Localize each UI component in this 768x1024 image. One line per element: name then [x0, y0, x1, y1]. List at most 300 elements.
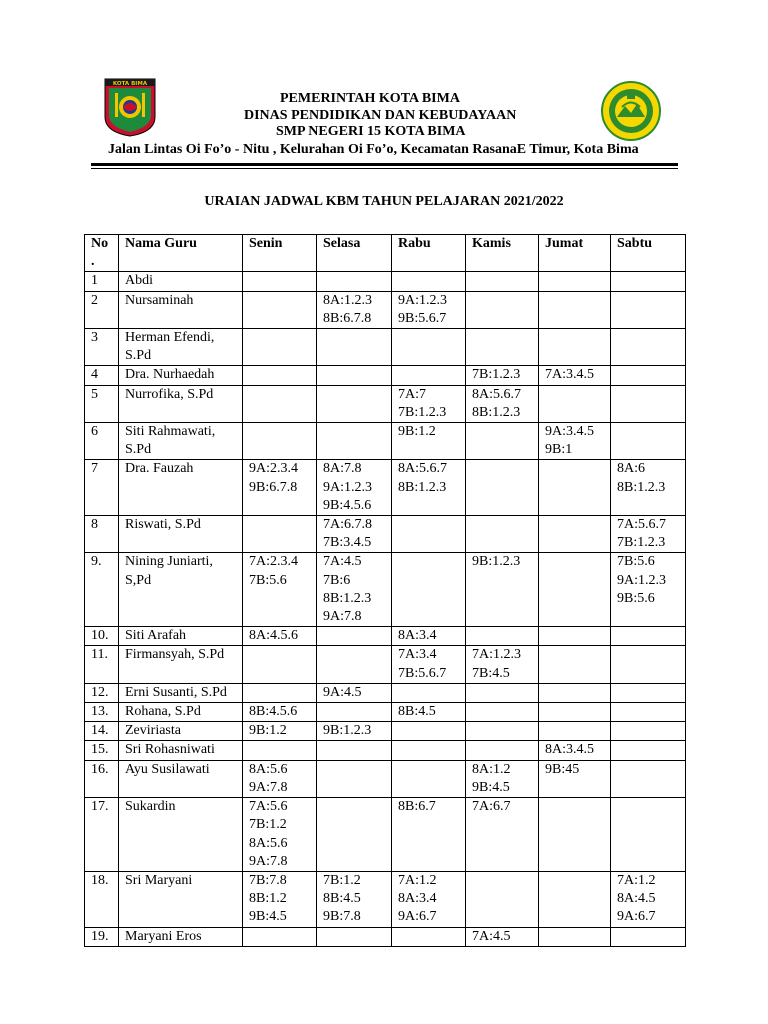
- cell-sabtu: [611, 516, 686, 553]
- cell-line: 12.: [91, 684, 109, 700]
- table-row: [85, 291, 686, 328]
- cell-selasa: [317, 741, 392, 760]
- cell-jumat: [539, 760, 611, 797]
- cell-rabu: [392, 798, 466, 872]
- cell-senin: [243, 553, 317, 627]
- cell-sabtu: [611, 423, 686, 460]
- cell-kamis: [466, 516, 539, 553]
- cell-nama-guru: [119, 460, 243, 516]
- cell-rabu: [392, 329, 466, 366]
- cell-line: 9A:4.5: [323, 684, 362, 700]
- cell-line: 9B:1: [545, 442, 573, 458]
- cell-line: 8B:1.2.3: [398, 479, 447, 495]
- cell-no: [85, 516, 119, 553]
- cell-nama-guru: [119, 741, 243, 760]
- cell-selasa: [317, 760, 392, 797]
- cell-senin: [243, 627, 317, 646]
- cell-line: 9B:45: [545, 761, 580, 777]
- cell-line: 9A:2.3.4: [249, 461, 298, 477]
- cell-line: 8B:4.5: [398, 704, 436, 720]
- table-row: [85, 423, 686, 460]
- cell-line: 7B:4.5: [472, 665, 510, 681]
- cell-line: 9A:1.2.3: [323, 479, 372, 495]
- cell-line: Dra. Nurhaedah: [125, 367, 215, 383]
- cell-jumat: [539, 683, 611, 702]
- cell-no: [85, 366, 119, 385]
- cell-selasa: [317, 683, 392, 702]
- cell-line: 7A:2.3.4: [249, 554, 298, 570]
- cell-line: 9B:1.2: [398, 424, 436, 440]
- cell-kamis: [466, 703, 539, 722]
- cell-line: 2: [91, 292, 98, 308]
- cell-rabu: [392, 646, 466, 683]
- cell-no: [85, 722, 119, 741]
- cell-sabtu: [611, 722, 686, 741]
- cell-selasa: [317, 291, 392, 328]
- cell-line: 7A:6.7.8: [323, 517, 372, 533]
- cell-senin: [243, 329, 317, 366]
- cell-selasa: [317, 272, 392, 291]
- cell-no: [85, 272, 119, 291]
- cell-nama-guru: [119, 385, 243, 422]
- table-row: [85, 927, 686, 946]
- cell-sabtu: [611, 460, 686, 516]
- cell-line: 8A:5.6.7: [472, 386, 521, 402]
- cell-senin: [243, 366, 317, 385]
- cell-nama-guru: [119, 760, 243, 797]
- cell-selasa: [317, 423, 392, 460]
- cell-line: 4: [91, 367, 98, 383]
- column-header-senin: [243, 235, 317, 272]
- cell-kamis: [466, 741, 539, 760]
- cell-line: 7B:1.2.3: [617, 535, 666, 551]
- cell-senin: [243, 272, 317, 291]
- cell-line: Maryani Eros: [125, 928, 202, 944]
- cell-kamis: [466, 272, 539, 291]
- cell-senin: [243, 646, 317, 683]
- cell-line: 7A:3.4.5: [545, 367, 594, 383]
- cell-line: 9A:3.4.5: [545, 424, 594, 440]
- cell-kamis: [466, 798, 539, 872]
- cell-line: Riswati, S.Pd: [125, 517, 201, 533]
- cell-senin: [243, 703, 317, 722]
- cell-nama-guru: [119, 646, 243, 683]
- cell-line: 7B:1.2.3: [398, 404, 447, 420]
- cell-kamis: [466, 385, 539, 422]
- cell-line: 9A:7.8: [249, 853, 288, 869]
- cell-line: 19.: [91, 928, 109, 944]
- cell-selasa: [317, 366, 392, 385]
- cell-line: Zeviriasta: [125, 723, 181, 739]
- cell-jumat: [539, 291, 611, 328]
- cell-line: 7B:3.4.5: [323, 535, 372, 551]
- cell-sabtu: [611, 366, 686, 385]
- cell-line: 5: [91, 386, 98, 402]
- cell-sabtu: [611, 741, 686, 760]
- cell-line: 15.: [91, 742, 109, 758]
- letterhead-address: Jalan Lintas Oi Fo’o - Nitu , Kelurahan Oi Fo’o, Kecamatan RasanaE Timur, Kota Bima: [108, 142, 639, 157]
- cell-no: [85, 927, 119, 946]
- cell-line: 8A:5.6: [249, 835, 288, 851]
- table-row: [85, 760, 686, 797]
- cell-rabu: [392, 760, 466, 797]
- cell-nama-guru: [119, 798, 243, 872]
- cell-rabu: [392, 722, 466, 741]
- document-title: URAIAN JADWAL KBM TAHUN PELAJARAN 2021/2022: [204, 194, 564, 209]
- cell-line: 18.: [91, 872, 109, 888]
- cell-line: 7B:5.6.7: [398, 665, 447, 681]
- cell-nama-guru: [119, 329, 243, 366]
- cell-line: Selasa: [323, 236, 361, 251]
- cell-jumat: [539, 385, 611, 422]
- cell-line: 17.: [91, 799, 109, 815]
- cell-nama-guru: [119, 516, 243, 553]
- cell-nama-guru: [119, 927, 243, 946]
- cell-line: 7A:5.6: [249, 799, 288, 815]
- cell-nama-guru: [119, 703, 243, 722]
- cell-line: Nurrofika, S.Pd: [125, 386, 214, 402]
- cell-jumat: [539, 646, 611, 683]
- cell-line: Herman Efendi,: [125, 330, 215, 346]
- cell-nama-guru: [119, 553, 243, 627]
- cell-no: [85, 329, 119, 366]
- cell-selasa: [317, 703, 392, 722]
- table-row: [85, 460, 686, 516]
- cell-line: 9A:7.8: [249, 779, 288, 795]
- cell-sabtu: [611, 760, 686, 797]
- cell-rabu: [392, 741, 466, 760]
- table-header-row: [85, 235, 686, 272]
- cell-line: 7B:5.6: [617, 554, 655, 570]
- cell-rabu: [392, 366, 466, 385]
- cell-jumat: [539, 722, 611, 741]
- cell-rabu: [392, 871, 466, 927]
- table-row: [85, 683, 686, 702]
- cell-line: 9B:5.6.7: [398, 310, 447, 326]
- letterhead-government: PEMERINTAH KOTA BIMA: [280, 91, 460, 106]
- cell-jumat: [539, 329, 611, 366]
- cell-senin: [243, 927, 317, 946]
- cell-line: 1: [91, 273, 98, 289]
- cell-line: 7A:7: [398, 386, 426, 402]
- cell-line: 7A:1.2: [617, 872, 656, 888]
- cell-selasa: [317, 385, 392, 422]
- cell-line: .: [91, 254, 95, 270]
- cell-line: 8A:4.5: [617, 891, 656, 907]
- cell-jumat: [539, 927, 611, 946]
- cell-sabtu: [611, 272, 686, 291]
- cell-jumat: [539, 703, 611, 722]
- cell-sabtu: [611, 871, 686, 927]
- cell-sabtu: [611, 703, 686, 722]
- cell-line: 8A:6: [617, 461, 645, 477]
- cell-kamis: [466, 291, 539, 328]
- cell-line: 9B:4.5.6: [323, 497, 372, 513]
- cell-nama-guru: [119, 627, 243, 646]
- column-header-rabu: [392, 235, 466, 272]
- table-row: [85, 703, 686, 722]
- letterhead-department: DINAS PENDIDIKAN DAN KEBUDAYAAN: [244, 108, 517, 123]
- cell-line: Senin: [249, 236, 283, 251]
- cell-line: Sri Rohasniwati: [125, 742, 215, 758]
- cell-line: S.Pd: [125, 442, 152, 458]
- cell-no: [85, 553, 119, 627]
- cell-line: Rohana, S.Pd: [125, 704, 201, 720]
- cell-senin: [243, 516, 317, 553]
- cell-sabtu: [611, 329, 686, 366]
- cell-sabtu: [611, 927, 686, 946]
- cell-line: 7A:4.5: [323, 554, 362, 570]
- cell-line: 10.: [91, 628, 109, 644]
- table-row: [85, 272, 686, 291]
- cell-line: 7: [91, 461, 98, 477]
- cell-selasa: [317, 627, 392, 646]
- cell-line: 3: [91, 330, 98, 346]
- cell-sabtu: [611, 385, 686, 422]
- cell-jumat: [539, 460, 611, 516]
- cell-selasa: [317, 798, 392, 872]
- cell-nama-guru: [119, 722, 243, 741]
- cell-senin: [243, 741, 317, 760]
- cell-line: 7A:1.2.3: [472, 647, 521, 663]
- cell-nama-guru: [119, 272, 243, 291]
- cell-nama-guru: [119, 423, 243, 460]
- column-header-sabtu: [611, 235, 686, 272]
- table-row: [85, 627, 686, 646]
- table-row: [85, 871, 686, 927]
- column-header-nama-guru: [119, 235, 243, 272]
- cell-senin: [243, 760, 317, 797]
- cell-senin: [243, 291, 317, 328]
- cell-rabu: [392, 553, 466, 627]
- letterhead-school: SMP NEGERI 15 KOTA BIMA: [276, 124, 466, 139]
- cell-line: 8: [91, 517, 98, 533]
- table-row: [85, 741, 686, 760]
- cell-no: [85, 627, 119, 646]
- cell-line: Erni Susanti, S.Pd: [125, 684, 227, 700]
- column-header-jumat: [539, 235, 611, 272]
- cell-no: [85, 798, 119, 872]
- cell-line: Firmansyah, S.Pd: [125, 647, 225, 663]
- school-logo: [600, 80, 662, 142]
- cell-line: 7B:6: [323, 572, 351, 588]
- cell-senin: [243, 385, 317, 422]
- cell-kamis: [466, 423, 539, 460]
- cell-rabu: [392, 703, 466, 722]
- cell-no: [85, 683, 119, 702]
- letterhead-divider-thin: [91, 168, 678, 169]
- cell-kamis: [466, 760, 539, 797]
- cell-rabu: [392, 627, 466, 646]
- cell-rabu: [392, 385, 466, 422]
- table-row: [85, 646, 686, 683]
- cell-line: No: [91, 236, 109, 251]
- cell-line: 9B:1.2.3: [472, 554, 521, 570]
- cell-line: 9A:6.7: [617, 909, 656, 925]
- cell-selasa: [317, 516, 392, 553]
- cell-rabu: [392, 927, 466, 946]
- cell-line: 7A:4.5: [472, 928, 511, 944]
- cell-senin: [243, 798, 317, 872]
- cell-no: [85, 741, 119, 760]
- cell-no: [85, 646, 119, 683]
- cell-line: 8B:4.5.6: [249, 704, 298, 720]
- cell-rabu: [392, 460, 466, 516]
- cell-jumat: [539, 272, 611, 291]
- kota-bima-logo: [103, 77, 157, 137]
- cell-line: 8B:6.7.8: [323, 310, 372, 326]
- cell-line: 7A:5.6.7: [617, 517, 666, 533]
- cell-nama-guru: [119, 683, 243, 702]
- cell-line: 9B:4.5: [249, 909, 287, 925]
- cell-kamis: [466, 553, 539, 627]
- cell-line: 6: [91, 424, 98, 440]
- cell-line: 9A:7.8: [323, 609, 362, 625]
- cell-line: 9B:5.6: [617, 590, 655, 606]
- cell-selasa: [317, 646, 392, 683]
- schedule-table: [84, 234, 686, 947]
- cell-kamis: [466, 329, 539, 366]
- cell-no: [85, 423, 119, 460]
- cell-line: Kamis: [472, 236, 511, 251]
- cell-line: 7B:1.2: [249, 817, 287, 833]
- cell-line: 9A:1.2.3: [398, 292, 447, 308]
- cell-senin: [243, 722, 317, 741]
- cell-senin: [243, 683, 317, 702]
- cell-line: 8A:5.6.7: [398, 461, 447, 477]
- cell-line: 8B:1.2.3: [323, 590, 372, 606]
- cell-line: 8A:4.5.6: [249, 628, 298, 644]
- cell-line: 9A:1.2.3: [617, 572, 666, 588]
- cell-line: 7B:1.2: [323, 872, 361, 888]
- cell-line: Abdi: [125, 273, 153, 289]
- cell-line: 11.: [91, 647, 108, 663]
- cell-sabtu: [611, 646, 686, 683]
- cell-line: Dra. Fauzah: [125, 461, 194, 477]
- cell-selasa: [317, 460, 392, 516]
- cell-sabtu: [611, 627, 686, 646]
- cell-line: 8A:3.4: [398, 891, 437, 907]
- table-body: [85, 272, 686, 946]
- cell-line: 7B:7.8: [249, 872, 287, 888]
- cell-sabtu: [611, 798, 686, 872]
- cell-no: [85, 871, 119, 927]
- cell-no: [85, 385, 119, 422]
- cell-line: 9A:6.7: [398, 909, 437, 925]
- cell-line: 13.: [91, 704, 109, 720]
- cell-jumat: [539, 798, 611, 872]
- cell-line: 7A:6.7: [472, 799, 511, 815]
- cell-line: 9B:7.8: [323, 909, 361, 925]
- svg-text:KOTA BIMA: KOTA BIMA: [112, 81, 148, 87]
- cell-line: Nama Guru: [125, 236, 197, 251]
- cell-line: 8A:5.6: [249, 761, 288, 777]
- table-row: [85, 516, 686, 553]
- cell-line: 7A:1.2: [398, 872, 437, 888]
- table-row: [85, 798, 686, 872]
- cell-line: Sabtu: [617, 236, 653, 251]
- cell-line: 9B:4.5: [472, 779, 510, 795]
- cell-line: 8A:3.4: [398, 628, 437, 644]
- cell-line: 8A:1.2: [472, 761, 511, 777]
- cell-rabu: [392, 683, 466, 702]
- cell-line: 7A:3.4: [398, 647, 437, 663]
- cell-line: Siti Arafah: [125, 628, 187, 644]
- cell-senin: [243, 871, 317, 927]
- cell-nama-guru: [119, 871, 243, 927]
- cell-line: 16.: [91, 761, 109, 777]
- cell-line: 9.: [91, 554, 102, 570]
- cell-jumat: [539, 516, 611, 553]
- cell-line: Sri Maryani: [125, 872, 193, 888]
- cell-line: 14.: [91, 723, 109, 739]
- cell-line: 9B:1.2.3: [323, 723, 372, 739]
- cell-selasa: [317, 722, 392, 741]
- cell-kamis: [466, 927, 539, 946]
- table-row: [85, 329, 686, 366]
- cell-rabu: [392, 423, 466, 460]
- cell-no: [85, 703, 119, 722]
- cell-rabu: [392, 516, 466, 553]
- cell-line: 8B:1.2: [249, 891, 287, 907]
- cell-rabu: [392, 291, 466, 328]
- cell-line: 8B:4.5: [323, 891, 361, 907]
- cell-kamis: [466, 722, 539, 741]
- cell-jumat: [539, 871, 611, 927]
- cell-jumat: [539, 366, 611, 385]
- cell-selasa: [317, 553, 392, 627]
- cell-kamis: [466, 646, 539, 683]
- cell-line: 8A:7.8: [323, 461, 362, 477]
- cell-line: S,Pd: [125, 572, 152, 588]
- cell-line: Rabu: [398, 236, 431, 251]
- cell-line: 9B:1.2: [249, 723, 287, 739]
- cell-kamis: [466, 366, 539, 385]
- cell-line: Sukardin: [125, 799, 176, 815]
- letterhead-divider: [91, 163, 678, 166]
- cell-line: 7B:1.2.3: [472, 367, 521, 383]
- cell-sabtu: [611, 291, 686, 328]
- cell-sabtu: [611, 553, 686, 627]
- table-row: [85, 722, 686, 741]
- cell-jumat: [539, 423, 611, 460]
- cell-no: [85, 291, 119, 328]
- column-header-kamis: [466, 235, 539, 272]
- cell-line: 8A:3.4.5: [545, 742, 594, 758]
- cell-selasa: [317, 329, 392, 366]
- cell-line: Nining Juniarti,: [125, 554, 213, 570]
- cell-line: Nursaminah: [125, 292, 194, 308]
- cell-no: [85, 460, 119, 516]
- cell-rabu: [392, 272, 466, 291]
- cell-line: S.Pd: [125, 348, 152, 364]
- cell-nama-guru: [119, 366, 243, 385]
- cell-line: Jumat: [545, 236, 584, 251]
- cell-line: 8A:1.2.3: [323, 292, 372, 308]
- cell-jumat: [539, 741, 611, 760]
- cell-kamis: [466, 460, 539, 516]
- cell-line: 7B:5.6: [249, 572, 287, 588]
- cell-line: Siti Rahmawati,: [125, 424, 216, 440]
- cell-senin: [243, 423, 317, 460]
- cell-senin: [243, 460, 317, 516]
- table-row: [85, 366, 686, 385]
- cell-line: 9B:6.7.8: [249, 479, 298, 495]
- cell-jumat: [539, 553, 611, 627]
- column-header-no: [85, 235, 119, 272]
- cell-line: 8B:1.2.3: [472, 404, 521, 420]
- cell-sabtu: [611, 683, 686, 702]
